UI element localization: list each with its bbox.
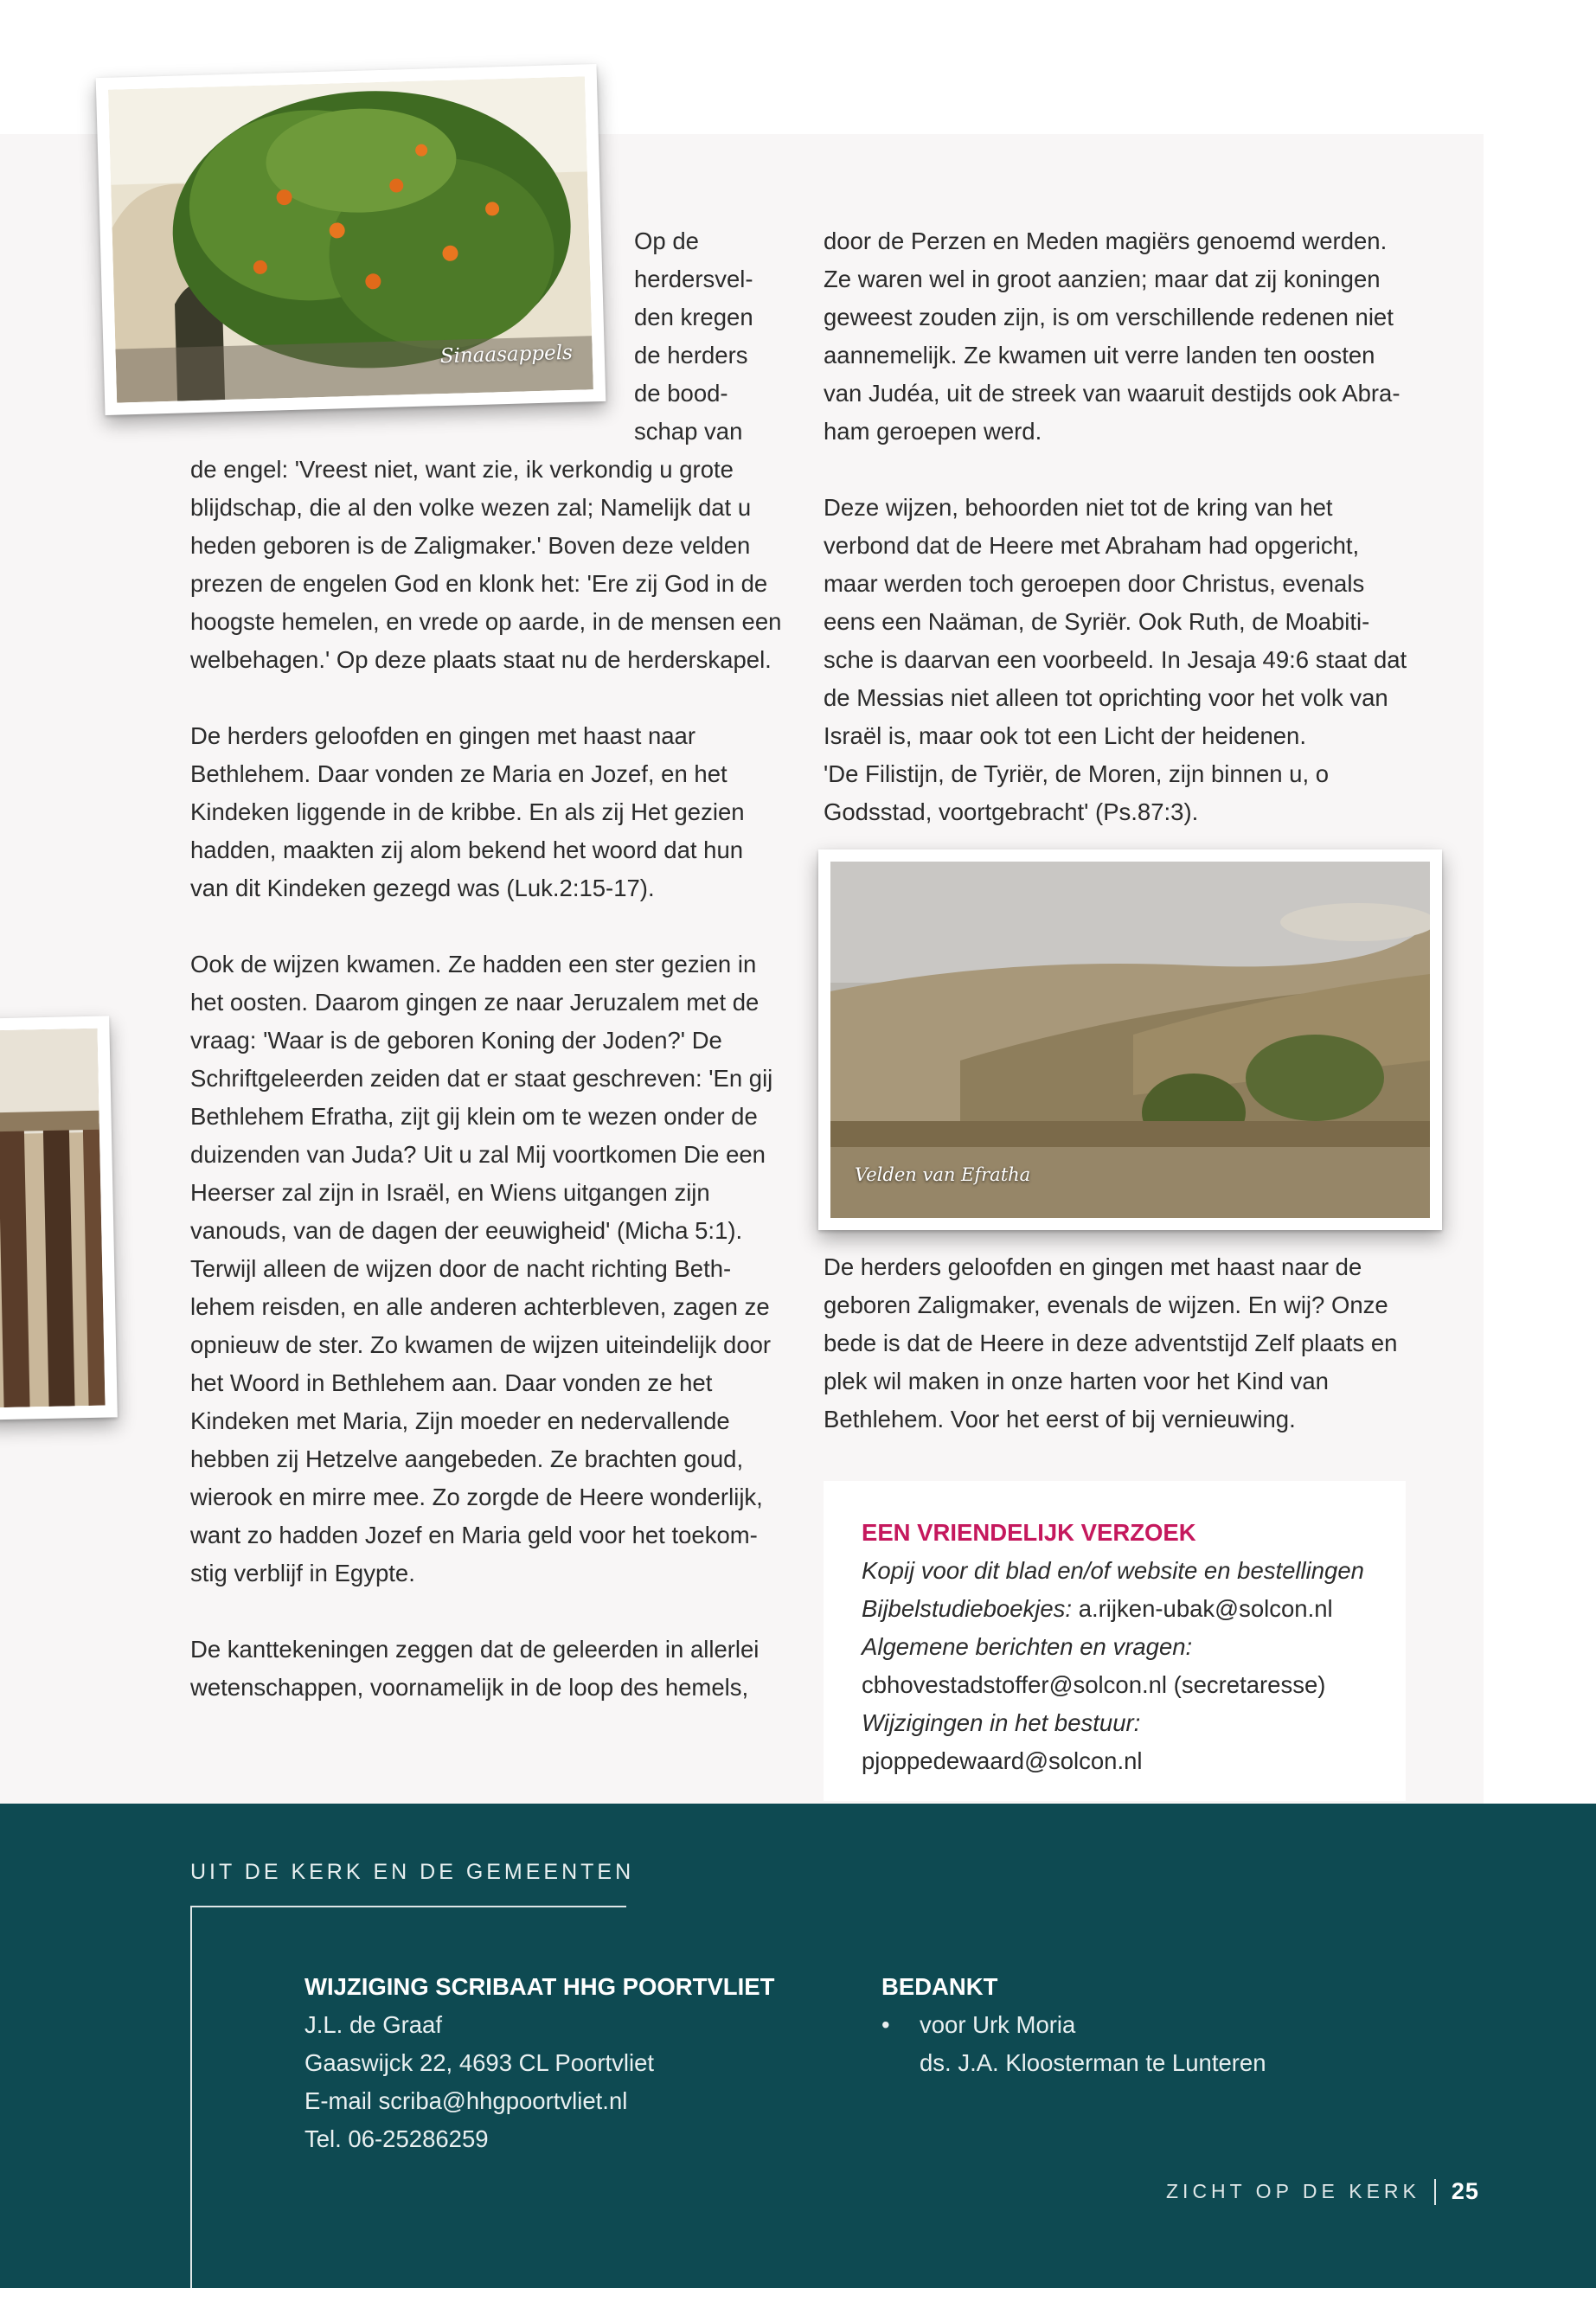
- section-title: UIT DE KERK EN DE GEMEENTEN: [190, 1860, 635, 1884]
- magazine-name: ZICHT OP DE KERK: [1166, 2180, 1420, 2202]
- left-column: [190, 451, 784, 1707]
- photo-columns: [0, 1016, 118, 1420]
- bullet-text: voor Urk Moria: [920, 2011, 1076, 2038]
- right-column-bottom: [824, 1248, 1412, 1439]
- wrap-line: schap van: [634, 418, 743, 445]
- photo-caption: Sinaasappels: [439, 341, 574, 369]
- section-rule-vertical: [190, 1906, 192, 2288]
- right-para-2-quote: 'De Filistijn, de Tyriër, de Moren, zijn binnen u, o Godsstad, voortgebracht' (Ps.87:3).: [824, 760, 1330, 825]
- notice-email[interactable]: pjoppedewaard@solcon.nl: [862, 1747, 1143, 1774]
- bottom-strip: [0, 2288, 1596, 2301]
- col-line[interactable]: E-mail scriba@hhgpoortvliet.nl: [304, 2087, 628, 2114]
- footer-col-scribaat: [304, 1968, 774, 2158]
- notice-label: Bijbelstudieboekjes:: [862, 1595, 1073, 1622]
- notice-line: [862, 1590, 1364, 1628]
- section-rule: [190, 1906, 626, 1907]
- col-line: Tel. 06-25286259: [304, 2125, 489, 2152]
- wrap-line: de herders: [634, 342, 748, 369]
- notice-line: Wijzigingen in het bestuur:: [862, 1709, 1141, 1736]
- notice-email[interactable]: a.rijken-ubak@solcon.nl: [1072, 1595, 1333, 1622]
- wrap-line: den kregen: [634, 304, 753, 330]
- left-para-3: Ook de wijzen kwamen. Ze hadden een ster gezien in het oosten. Daarom gingen ze naar Jeruzalem met de vraag: 'Waar is de geboren Koning der Joden?' De Schriftgeleerden zeiden dat er staat geschreven: 'En gij Bethlehem Efratha, zijt gij klein om te wezen onder de duizenden van Juda? Uit u zal Mij voortkomen Die een Heerser zal zijn in Israël, en Wiens uitgangen zijn vanouds, van de dagen der eeuwigheid' (Micha 5:1). Terwijl alleen de wijzen door de nacht richting Beth-lehem reisden, en alle anderen achterbleven, zagen ze opnieuw de ster. Zo kwamen de wijzen uiteindelijk door het Woord in Bethlehem aan. Daar vonden ze het Kindeken met Maria, Zijn moeder en nedervallende hebben zij Hetzelve aangebeden. Ze brachten goud, wierook en mirre mee. Zo zorgde de Heere wonderlijk, want zo hadden Jozef en Maria geld voor het toekom-stig verblijf in Egypte.: [190, 951, 773, 1586]
- photo-caption: Velden van Efratha: [855, 1164, 1031, 1185]
- right-para-2: [824, 489, 1412, 831]
- wrap-line: Op de: [634, 228, 699, 254]
- footer-section: [0, 1804, 1596, 2288]
- notice-box: [824, 1481, 1406, 1801]
- bullet-spacer: [881, 2044, 920, 2082]
- notice-line: Kopij voor dit blad en/of website en bestellingen: [862, 1557, 1364, 1584]
- footer-separator: [1434, 2179, 1436, 2205]
- wrap-line: herdersvel-: [634, 266, 753, 292]
- col-line: Gaaswijck 22, 4693 CL Poortvliet: [304, 2049, 655, 2076]
- church-columns-image: [0, 1029, 106, 1408]
- col-heading: WIJZIGING SCRIBAAT HHG POORTVLIET: [304, 1973, 775, 2000]
- notice-title: EEN VRIENDELIJK VERZOEK: [862, 1519, 1196, 1546]
- bullet-item: [881, 2006, 1266, 2044]
- left-para-2: De herders geloofden en gingen met haast naar Bethlehem. Daar vonden ze Maria en Jozef, en het Kindeken liggende in de kribbe. En als zij Het gezien hadden, maakten zij alom bekend het woord dat hun van dit Kindeken gezegd was (Luk.2:15-17).: [190, 722, 745, 901]
- right-para-1: door de Perzen en Meden magiërs genoemd werden. Ze waren wel in groot aanzien; maar dat zij koningen geweest zouden zijn, is om verschillende redenen niet aannemelijk. Ze kwamen uit verre landen ten oosten van Judéa, uit de streek van waaruit destijds ook Abra-ham geroepen werd.: [824, 228, 1401, 445]
- photo-sinaasappels: [96, 64, 606, 415]
- right-column-top: [824, 222, 1412, 831]
- photo-velden: [818, 849, 1442, 1230]
- bullet-continuation: [881, 2044, 1266, 2082]
- right-para-3: De herders geloofden en gingen met haast naar de geboren Zaligmaker, evenals de wijzen. En wij? Onze bede is dat de Heere in deze adventstijd Zelf plaats en plek wil maken in onze harten voor het Kind van Bethlehem. Voor het eerst of bij vernieuwing.: [824, 1253, 1398, 1433]
- right-para-2-body: Deze wijzen, behoorden niet tot de kring van het verbond dat de Heere met Abraham had opgericht, maar werden toch geroepen door Christus, evenals eens een Naäman, de Syriër. Ook Ruth, de Moabiti-sche is daarvan een voorbeeld. In Jesaja 49:6 staat dat de Messias niet alleen tot oprichting voor het volk van Israël is, maar ook tot een Licht der heidenen.: [824, 494, 1407, 749]
- notice-line: Algemene berichten en vragen:: [862, 1633, 1193, 1660]
- bullet-text: ds. J.A. Kloosterman te Lunteren: [920, 2049, 1266, 2076]
- footer-col-bedankt: [881, 1968, 1266, 2082]
- left-wrap-lines: [634, 222, 772, 451]
- page-number: 25: [1451, 2178, 1479, 2204]
- notice-email[interactable]: cbhovestadstoffer@solcon.nl (secretaresse): [862, 1671, 1326, 1698]
- bullet-icon: •: [881, 2011, 890, 2038]
- left-para-1: de engel: 'Vreest niet, want zie, ik verkondig u grote blijdschap, die al den volke wezen zal; Namelijk dat u heden geboren is de Zaligmaker.' Boven deze velden prezen de engelen God en klonk het: 'Ere zij God in de hoogste hemelen, en vrede op aarde, in de mensen een welbehagen.' Op deze plaats staat nu de herderskapel.: [190, 456, 782, 673]
- col-heading: BEDANKT: [881, 1973, 998, 2000]
- col-line: J.L. de Graaf: [304, 2011, 442, 2038]
- left-para-4: De kanttekeningen zeggen dat de geleerden in allerlei wetenschappen, voornamelijk in de loop des hemels,: [190, 1636, 760, 1701]
- wrap-line: de bood-: [634, 380, 728, 407]
- page-footer: [1166, 2178, 1479, 2205]
